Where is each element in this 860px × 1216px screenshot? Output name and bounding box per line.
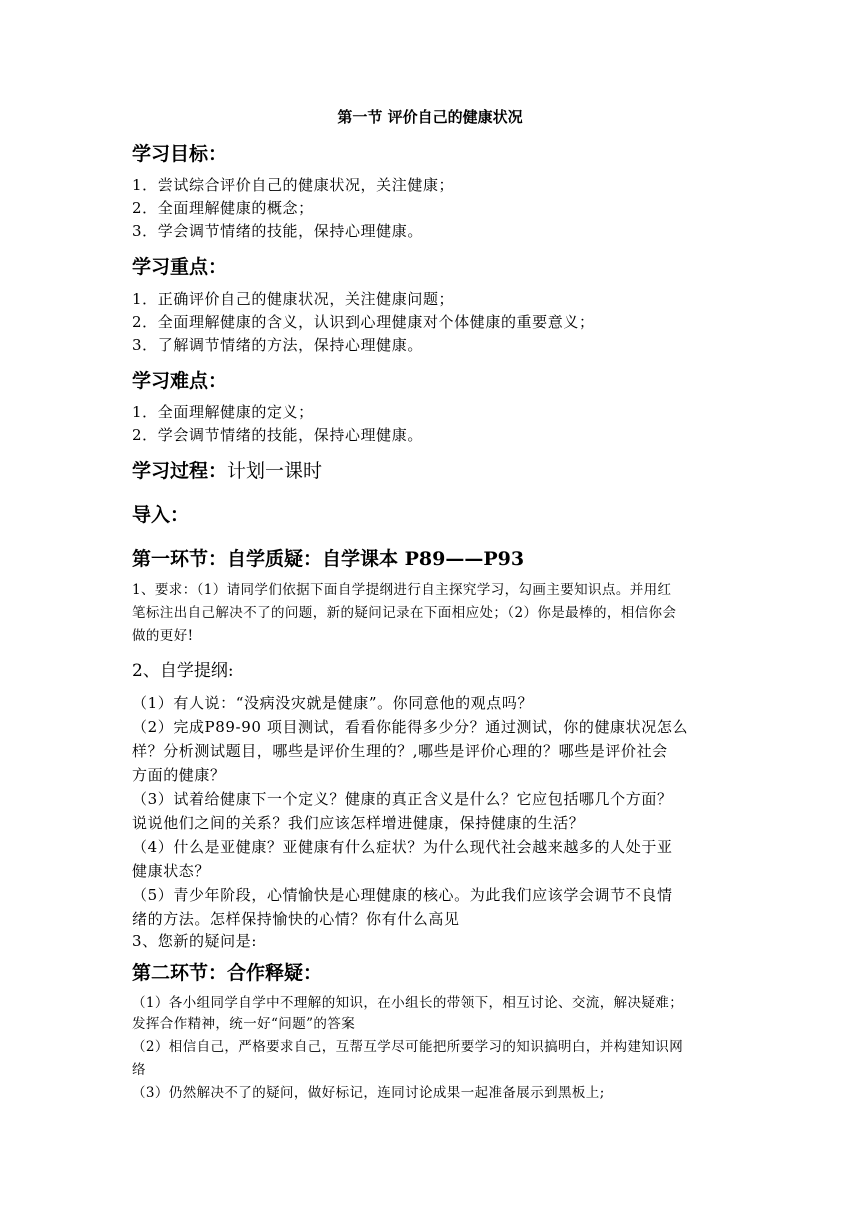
keypoint-item: 2．全面理解健康的含义，认识到心理健康对个体健康的重要意义； (132, 313, 595, 331)
outline-line: （1）有人说：“没病没灾就是健康”。你同意他的观点吗？ (132, 694, 534, 712)
outline-line: （4）什么是亚健康？亚健康有什么症状？为什么现代社会越来越多的人处于亚 (132, 838, 673, 856)
stage2-line: 络 (132, 1062, 146, 1078)
outline-line: 绪的方法。怎样保持愉快的心情？你有什么高见 (132, 910, 460, 928)
requirement-line: 笔标注出自己解决不了的问题，新的疑问记录在下面相应处；（2）你是最棒的，相信你会 (132, 605, 677, 621)
stage1-heading: 第一环节：自学质疑：自学课本 P89——P93 (132, 548, 525, 570)
stage2-line: （1）各小组同学自学中不理解的知识，在小组长的带领下，相互讨论、交流，解决疑难； (132, 995, 684, 1011)
process-heading: 学习过程： (132, 460, 228, 482)
goal-item: 2．全面理解健康的概念； (132, 199, 314, 217)
difficulty-item: 1．全面理解健康的定义； (132, 403, 314, 421)
stage2-line: （2）相信自己，严格要求自己，互帮互学尽可能把所要学习的知识搞明白，并构建知识网 (132, 1039, 684, 1055)
keypoints-heading: 学习重点： (132, 256, 228, 278)
outline-line: 方面的健康？ (132, 766, 226, 784)
outline-line: （5）青少年阶段，心情愉快是心理健康的核心。为此我们应该学会调节不良情 (132, 886, 673, 904)
requirement-line: 做的更好! (132, 628, 194, 644)
requirement-line: 1、要求：（1）请同学们依据下面自学提纲进行自主探究学习，勾画主要知识点。并用红 (132, 582, 672, 598)
stage2-line: 发挥合作精神，统一好“问题”的答案 (132, 1016, 356, 1032)
difficulties-heading: 学习难点： (132, 370, 228, 392)
goal-item: 3．学会调节情绪的技能，保持心理健康。 (132, 222, 423, 240)
outline-line: 样？分析测试题目，哪些是评价生理的？,哪些是评价心理的？哪些是评价社会 (132, 742, 668, 760)
stage2-heading: 第二环节：合作释疑： (132, 962, 323, 984)
keypoint-item: 3．了解调节情绪的方法，保持心理健康。 (132, 336, 423, 354)
outline-line: （2）完成P89-90 项目测试，看看你能得多少分？通过测试，你的健康状况怎么 (132, 718, 689, 736)
goals-heading: 学习目标： (132, 143, 228, 165)
stage2-line: （3）仍然解决不了的疑问，做好标记，连同讨论成果一起准备展示到黑板上; (132, 1085, 605, 1101)
keypoint-item: 1．正确评价自己的健康状况，关注健康问题； (132, 290, 455, 308)
difficulty-item: 2．学会调节情绪的技能，保持心理健康。 (132, 426, 423, 444)
outline-heading: 2、自学提纲: (132, 661, 234, 681)
process-value: 计划一课时 (227, 460, 323, 482)
new-questions-label: 3、您新的疑问是: (132, 932, 257, 950)
page-title: 第一节 评价自己的健康状况 (337, 108, 523, 126)
outline-line: （3）试着给健康下一个定义？健康的真正含义是什么？它应包括哪几个方面？ (132, 790, 673, 808)
outline-line: 说说他们之间的关系？我们应该怎样增进健康，保持健康的生活？ (132, 814, 585, 832)
process-line (132, 456, 322, 483)
intro-heading: 导入： (132, 504, 190, 526)
goal-item: 1．尝试综合评价自己的健康状况，关注健康； (132, 176, 455, 194)
outline-line: 健康状态？ (132, 862, 211, 880)
